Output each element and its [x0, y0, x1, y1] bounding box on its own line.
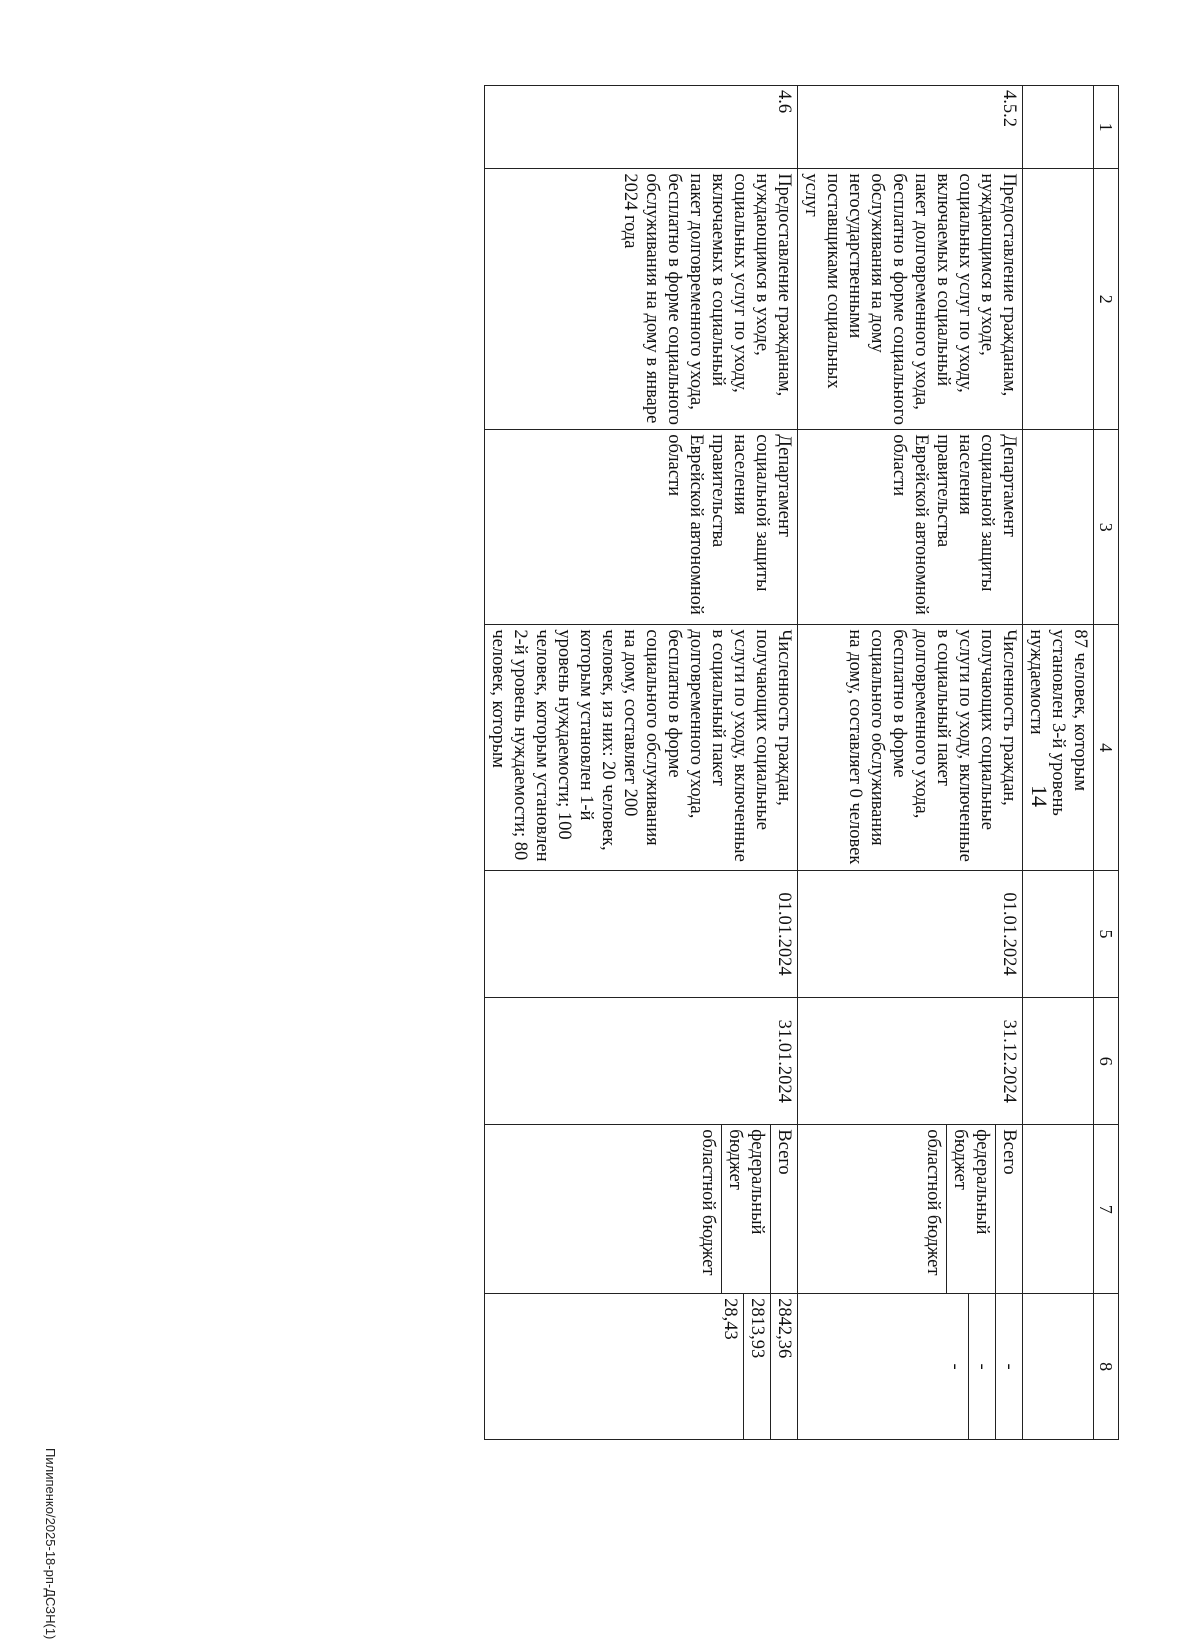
row-number: 4.6 [485, 86, 798, 169]
page-number: 14 [1027, 785, 1052, 807]
footer-code: Пилипенко/2025-18-рп-ДСЗН(1) [43, 1448, 58, 1640]
funding-source: областной бюджет [698, 1129, 718, 1276]
end-date: 31.12.2024 [798, 998, 1023, 1125]
table-header-row [1094, 86, 1119, 1440]
header-cell-6: 6 [1094, 998, 1119, 1125]
program-table-wrapper [484, 85, 1200, 1440]
header-cell-2: 2 [1094, 169, 1119, 430]
header-cell-4: 4 [1094, 625, 1119, 871]
funding-amount: 28,43 [720, 1298, 740, 1340]
measure-name: Предоставление гражданам, нуждающимся в уходе, социальных услуг по уходу, включаемых в социальный пакет долговременного ухода, бесплатно в форме социального обслуживания на дому негосударственными поставщиками социальных услуг [798, 169, 1023, 430]
table-row [798, 86, 1023, 1440]
funding-amount: - [968, 1294, 995, 1439]
executor: Департамент социальной защиты населения правительства Еврейской автономной области [798, 430, 1023, 625]
funding-source: федеральный бюджет [721, 1125, 770, 1293]
funding-amount: - [995, 1294, 1022, 1439]
program-table [484, 85, 1119, 1440]
funding-source: Всего [995, 1125, 1022, 1293]
funding-amount: - [945, 1363, 965, 1370]
funding-amount: 2813,93 [743, 1294, 770, 1439]
header-cell-8: 8 [1094, 1294, 1119, 1440]
table-row [485, 86, 798, 1440]
funding-amounts [485, 1294, 798, 1440]
end-date: 31.01.2024 [485, 998, 798, 1125]
expected-result: Численность граждан, получающих социальные услуги по уходу, включенные в социальный пакет долговременного ухода, бесплатно в форме социального обслуживания на дому, составляет 0 человек [798, 625, 1023, 871]
continuation-result: 87 человек, которым установлен 3-й уровень нуждаемости [1023, 625, 1094, 871]
header-cell-5: 5 [1094, 870, 1119, 997]
measure-name: Предоставление гражданам, нуждающимся в уходе, социальных услуг по уходу, включаемых в социальный пакет долговременного ухода, бесплатно в форме социального обслуживания на дому в январе 2024 года [485, 169, 798, 430]
header-cell-7: 7 [1094, 1125, 1119, 1294]
continuation-row [1023, 86, 1094, 1440]
funding-source: областной бюджет [923, 1129, 943, 1276]
funding-source: Всего [770, 1125, 797, 1293]
funding-amount: 2842,36 [770, 1294, 797, 1439]
funding-sources [485, 1125, 798, 1294]
funding-source: федеральный бюджет [946, 1125, 995, 1293]
executor: Департамент социальной защиты населения правительства Еврейской автономной области [485, 430, 798, 625]
header-cell-3: 3 [1094, 430, 1119, 625]
start-date: 01.01.2024 [798, 870, 1023, 997]
header-cell-1: 1 [1094, 86, 1119, 169]
row-number: 4.5.2 [798, 86, 1023, 169]
start-date: 01.01.2024 [485, 870, 798, 997]
funding-amounts [798, 1294, 1023, 1440]
expected-result: Численность граждан, получающих социальные услуги по уходу, включенные в социальный пакет долговременного ухода, бесплатно в форме социального обслуживания на дому, составляет 200 человек, из них: 20 человек, которым установлен 1-й уровень нуждаемости; 100 человек, которым установлен 2-й уровень нуждаемости; 80 человек, которым [485, 625, 798, 871]
funding-sources [798, 1125, 1023, 1294]
